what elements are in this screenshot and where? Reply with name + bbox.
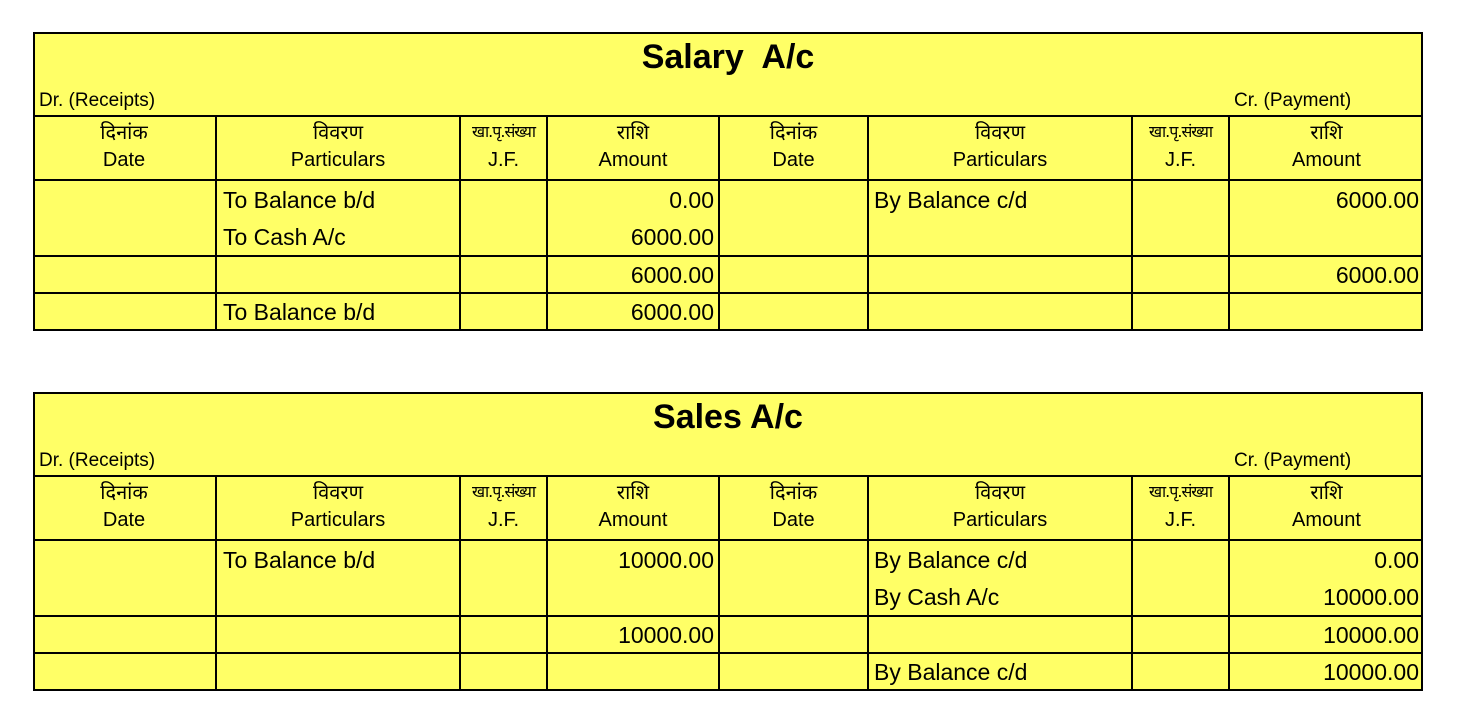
dr-amount-cell: 6000.00 [630,224,714,250]
header-jf-cr: खा.पृ.संख्या J.F. [1148,122,1213,171]
header-amount-cr: राशि Amount [1292,480,1361,531]
header-particulars-dr: विवरण Particulars [290,120,386,171]
header-date-cr: दिनांक Date [769,120,818,171]
header-date-dr: दिनांक Date [100,480,148,531]
header-date-cr: दिनांक Date [769,480,818,531]
header-top-rule [33,115,1423,117]
dr-closing-amount: 6000.00 [630,299,714,325]
dr-particulars-cell: To Cash A/c [223,224,346,250]
cr-particulars-cell: By Balance c/d [874,187,1028,213]
header-particulars-cr: विवरण Particulars [952,480,1048,531]
sales-ledger [33,392,1423,691]
cr-label: Cr. (Payment) [1234,450,1352,471]
header-particulars-dr: विवरण Particulars [290,480,386,531]
header-particulars-cr: विवरण Particulars [952,120,1048,171]
cr-particulars-cell: By Balance c/d [874,547,1028,573]
header-amount-cr: राशि Amount [1292,120,1361,171]
total-bottom-rule [33,292,1423,294]
header-amount-dr: राशि Amount [598,480,668,531]
dr-closing-particulars: To Balance b/d [223,299,376,325]
dr-particulars-cell: To Balance b/d [223,547,376,573]
cr-closing-particulars: By Balance c/d [874,659,1028,685]
total-top-rule [33,615,1423,617]
header-date-dr: दिनांक Date [100,120,148,171]
cr-amount-cell: 0.00 [1374,547,1419,573]
dr-amount-cell: 10000.00 [618,547,714,573]
ledger-title: Salary A/c [641,38,815,76]
ledger-title: Sales A/c [653,398,803,436]
cr-closing-amount: 10000.00 [1323,659,1419,685]
dr-label: Dr. (Receipts) [39,450,156,471]
total-bottom-rule [33,652,1423,654]
total-top-rule [33,255,1423,257]
cr-amount-cell: 6000.00 [1335,187,1419,213]
cr-total: 10000.00 [1323,622,1419,648]
cr-particulars-cell: By Cash A/c [874,584,1000,610]
header-top-rule [33,475,1423,477]
header-amount-dr: राशि Amount [598,120,668,171]
header-jf-dr: खा.पृ.संख्या J.F. [471,482,536,531]
salary-ledger [33,32,1423,331]
dr-label: Dr. (Receipts) [39,90,156,111]
dr-total: 10000.00 [618,622,714,648]
cr-total: 6000.00 [1335,262,1419,288]
header-bottom-rule [33,539,1423,541]
cr-label: Cr. (Payment) [1234,90,1352,111]
header-jf-dr: खा.पृ.संख्या J.F. [471,122,536,171]
cr-amount-cell: 10000.00 [1323,584,1419,610]
dr-particulars-cell: To Balance b/d [223,187,376,213]
dr-total: 6000.00 [630,262,714,288]
dr-amount-cell: 0.00 [669,187,714,213]
header-bottom-rule [33,179,1423,181]
header-jf-cr: खा.पृ.संख्या J.F. [1148,482,1213,531]
